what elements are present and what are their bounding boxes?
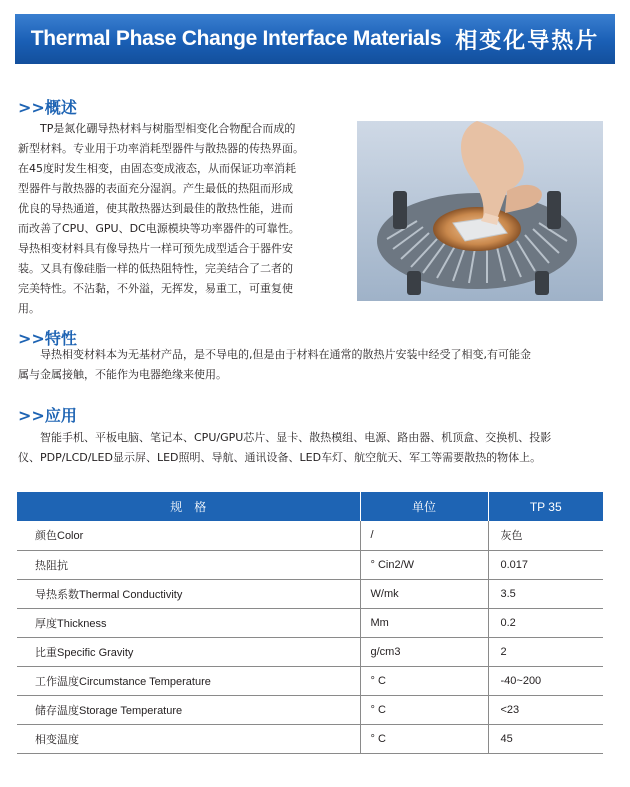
title-banner xyxy=(15,14,615,64)
spec-name: 相变温度 xyxy=(17,724,360,753)
overview-line: 而改善了CPU、GPU、DC电源模块等功率器件的可靠性。 xyxy=(18,222,300,235)
title-chinese: 相变化导热片 xyxy=(455,28,600,54)
overview-line: 在45度时发生相变，由固态变成液态，从而保证功率消耗 xyxy=(18,162,296,175)
overview-line: 型器件与散热器的表面充分湿润。产生最低的热阻而形成 xyxy=(18,182,293,195)
overview-paragraph xyxy=(18,119,336,319)
table-row xyxy=(17,608,603,637)
overview-line: 用。 xyxy=(18,302,40,315)
applications-paragraph xyxy=(18,428,608,468)
spec-table xyxy=(17,492,603,754)
applications-line: 仪、PDP/LCD/LED显示屏、LED照明、导航、通讯设备、LED车灯、航空航天、军工等需要散热的物体上。 xyxy=(18,451,542,464)
spec-value: <23 xyxy=(488,695,603,724)
spec-unit: W/mk xyxy=(360,579,488,608)
spec-unit: ° C xyxy=(360,724,488,753)
spec-name: 厚度Thickness xyxy=(17,608,360,637)
title-english: Thermal Phase Change Interface Materials xyxy=(30,27,442,50)
overview-line: TP是氮化硼导热材料与树脂型相变化合物配合而成的 xyxy=(40,122,296,135)
spec-unit: ° C xyxy=(360,695,488,724)
product-photo xyxy=(357,121,603,301)
spec-unit: ° Cin2/W xyxy=(360,550,488,579)
table-row xyxy=(17,724,603,753)
spec-unit: g/cm3 xyxy=(360,637,488,666)
table-row xyxy=(17,550,603,579)
table-row xyxy=(17,666,603,695)
table-row xyxy=(17,695,603,724)
overview-line: 优良的导热通道，使其散热器达到最佳的散热性能，进而 xyxy=(18,202,293,215)
table-header-row xyxy=(17,492,603,521)
features-paragraph xyxy=(18,345,608,385)
spec-name: 储存温度Storage Temperature xyxy=(17,695,360,724)
applications-line: 智能手机、平板电脑、笔记本、CPU/GPU芯片、显卡、散热模组、电源、路由器、机顶盒、交换机、投影 xyxy=(40,431,552,444)
spec-value: 3.5 xyxy=(488,579,603,608)
features-line: 导热相变材料本为无基材产品，是不导电的,但是由于材料在通常的散热片安装中经受了相变,有可能金 xyxy=(40,348,531,361)
table-row xyxy=(17,637,603,666)
table-row xyxy=(17,521,603,550)
spec-value: -40~200 xyxy=(488,666,603,695)
spec-value: 灰色 xyxy=(488,521,603,550)
header-unit: 单位 xyxy=(360,492,488,521)
spec-name: 颜色Color xyxy=(17,521,360,550)
header-model: TP 35 xyxy=(488,492,603,521)
applications-heading: >>应用 xyxy=(18,406,77,425)
spec-unit: ° C xyxy=(360,666,488,695)
features-heading: >>特性 xyxy=(18,329,77,348)
spec-name: 工作温度Circumstance Temperature xyxy=(17,666,360,695)
spec-value: 2 xyxy=(488,637,603,666)
overview-line: 导热相变材料具有像导热片一样可预先成型适合于器件安 xyxy=(18,242,293,255)
spec-name: 热阻抗 xyxy=(17,550,360,579)
overview-line: 完美特性。不沾黏，不外溢，无挥发，易重工，可重复使 xyxy=(18,282,293,295)
spec-value: 45 xyxy=(488,724,603,753)
spec-value: 0.017 xyxy=(488,550,603,579)
spec-name: 导热系数Thermal Conductivity xyxy=(17,579,360,608)
spec-name: 比重Specific Gravity xyxy=(17,637,360,666)
overview-heading: >>概述 xyxy=(18,98,77,117)
header-spec: 规 格 xyxy=(17,492,360,521)
overview-line: 装。又具有像硅脂一样的低热阻特性，完美结合了二者的 xyxy=(18,262,293,275)
spec-unit: Mm xyxy=(360,608,488,637)
spec-unit: / xyxy=(360,521,488,550)
overview-line: 新型材料。专业用于功率消耗型器件与散热器的传热界面。 xyxy=(18,142,304,155)
spec-value: 0.2 xyxy=(488,608,603,637)
table-row xyxy=(17,579,603,608)
features-line: 属与金属接触，不能作为电器绝缘来使用。 xyxy=(18,368,227,381)
